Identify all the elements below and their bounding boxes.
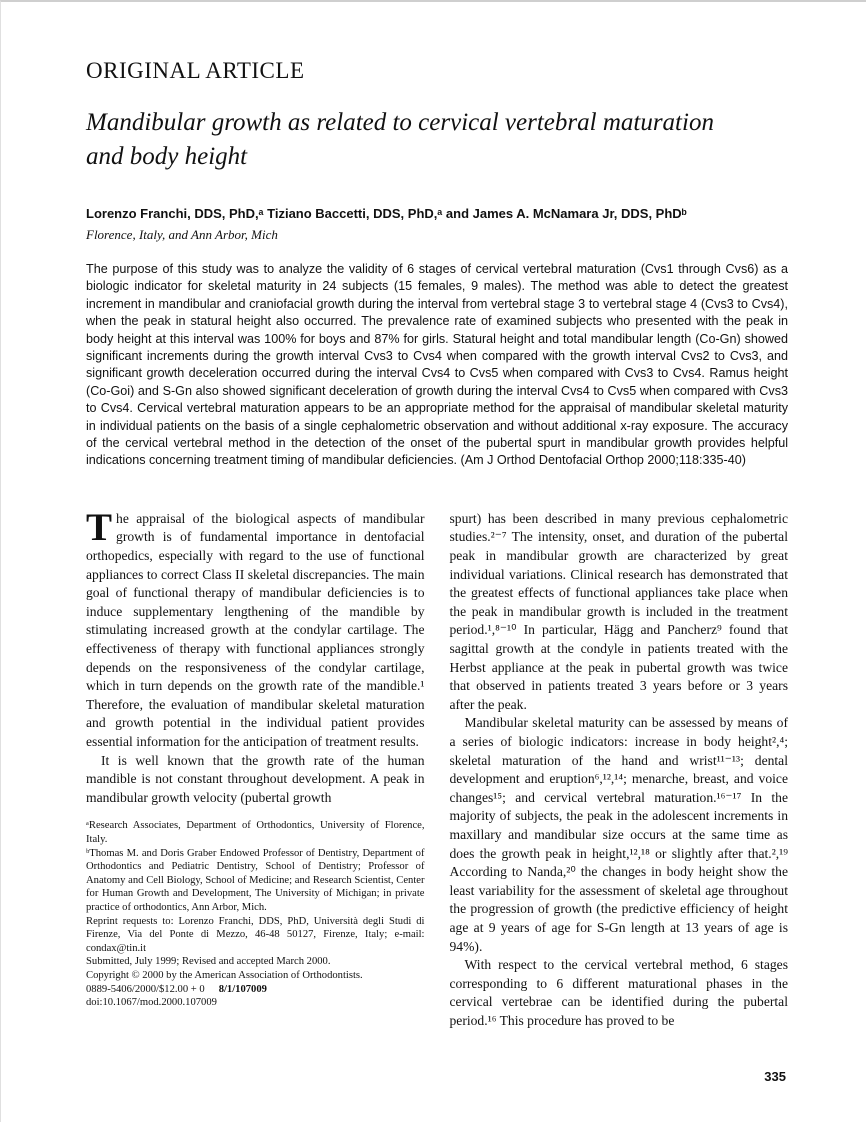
footnote-block	[86, 819, 425, 1009]
left-column	[86, 505, 425, 1031]
footnote-submission-dates: Submitted, July 1999; Revised and accepted March 2000.	[86, 956, 331, 968]
title-line-1: Mandibular growth as related to cervical vertebral maturation	[86, 109, 714, 136]
section-label: ORIGINAL ARTICLE	[86, 58, 305, 83]
right-column	[450, 510, 789, 1031]
footnote-copyright: Copyright © 2000 by the American Association of Orthodontists.	[86, 969, 363, 981]
article-code: 8/1/107009	[218, 983, 267, 995]
body-paragraph: Mandibular skeletal maturity can be assessed by means of a series of biologic indicators: increase in body height²,⁴; skeletal maturation of the hand and wrist¹¹⁻¹³; dental development and eruption⁶,¹²,¹⁴; menarche, breast, and voice changes¹⁵; and cervical vertebral maturation.¹⁶⁻¹⁷ In the majority of subjects, the peak in the adolescent increments in maxillary and mandibular size occurs at the same time as does the growth peak in height,¹²,¹⁸ or slightly after that.²,¹⁹ According to Nanda,²⁰ the changes in body height show the least variability for the assessment of skeletal age throughout the progression of growth (the predictive efficiency of height age at 9 years of age for S-Gn length at 13 years of age is 94%).	[449, 715, 788, 954]
article-title	[86, 106, 788, 174]
footnote-reprint-requests: Reprint requests to: Lorenzo Franchi, DDS, PhD, Università degli Studi di Firenze, Via del Ponte di Mezzo, 46-48 50127, Firenze, Italy; e-mail: condax@tin.it	[86, 915, 425, 954]
body-paragraph: With respect to the cervical vertebral method, 6 stages corresponding to 6 different maturational phases in the cervical vertebrae can be identified during the pubertal period.¹⁶ This procedure has proved to be	[449, 957, 788, 1028]
footnote-doi: doi:10.1067/mod.2000.107009	[86, 997, 217, 1009]
body-paragraph: spurt) has been described in many previous cephalometric studies.²⁻⁷ The intensity, onset, and duration of the pubertal peak in mandibular growth are characterized by great individual variations. Clinical research has demonstrated that the greatest effects of functional appliances take place when the peak in mandibular growth is included in the treatment period.¹,⁸⁻¹⁰ In particular, Hägg and Pancherz⁹ found that sagittal growth at the condyle in patients treated with the Herbst appliance at the peak in pubertal growth was twice that observed in patients treated 3 years before or 3 years after the peak.	[449, 510, 788, 712]
footnote-affiliation-b: ᵇThomas M. and Doris Graber Endowed Professor of Dentistry, Department of Orthodontics and Pediatric Dentistry, School of Dentistry; Professor of Anatomy and Cell Biology, School of Medicine; and Research Scientist, Center for Human Growth and Development, The University of Michigan; in private practice of orthodontics, Ann Arbor, Mich.	[86, 847, 425, 913]
drop-cap: T	[86, 505, 113, 549]
footnote-issn-line	[86, 983, 425, 997]
page-content	[1, 2, 866, 1031]
body-columns	[86, 505, 788, 1031]
page-number: 335	[764, 1069, 786, 1084]
body-paragraph-text: he appraisal of the biological aspects of mandibular growth is of fundamental importance in dentofacial orthopedics, especially with regard to the use of functional appliances to correct Class II skeletal discrepancies. The main goal of functional therapy of mandibular deficiencies is to induce supplementary lengthening of the mandible by stimulating increased growth at the condylar cartilage. The effectiveness of therapy with functional appliances strongly depends on the responsiveness of the condylar cartilage, which in turn depends on the growth rate of the mandible.¹ Therefore, the evaluation of mandibular skeletal maturation and growth potential in the individual patient provides essential information for the anticipation of treatment results.	[86, 510, 425, 749]
authors-line: Lorenzo Franchi, DDS, PhD,ᵃ Tiziano Baccetti, DDS, PhD,ᵃ and James A. McNamara Jr, DDS, PhDᵇ	[86, 206, 687, 221]
title-line-2: and body height	[86, 143, 248, 170]
body-paragraph	[86, 505, 425, 752]
abstract-paragraph: The purpose of this study was to analyze the validity of 6 stages of cervical vertebral maturation (Cvs1 through Cvs6) as a biologic indicator for skeletal maturity in 24 subjects (15 females, 9 males). The method was able to detect the greatest increment in mandibular and craniofacial growth during the interval from vertebral stage 3 to vertebral stage 4 (Cvs3 to Cvs4), when the peak in statural height also occurred. The prevalence rate of examined subjects who presented with the peak in body height at this interval was 100% for boys and 87% for girls. Statural height and total mandibular length (Co-Gn) showed significant increments during the growth interval Cvs3 to Cvs4 when compared with the growth interval Cvs2 to Cvs3, and significant growth deceleration occurred during the interval Cvs4 to Cvs5 when compared with Cvs3 to Cvs4. Ramus height (Co-Goi) and S-Gn also showed significant deceleration of growth during the interval Cvs4 to Cvs5 when compared with Cvs3 to Cvs4. Cervical vertebral maturation appears to be an appropriate method for the appraisal of mandibular skeletal maturity in individual patients on the basis of a single cephalometric observation and without additional x-ray exposure. The accuracy of the cervical vertebral method in the detection of the onset of the pubertal spurt in mandibular growth provides helpful indications concerning treatment timing of mandibular deficiencies. (Am J Orthod Dentofacial Orthop 2000;118:335-40)	[86, 262, 788, 468]
issn-price: 0889-5406/2000/$12.00 + 0	[86, 983, 205, 995]
footnote-affiliation-a: ᵃResearch Associates, Department of Orthodontics, University of Florence, Italy.	[86, 820, 425, 845]
body-paragraph: It is well known that the growth rate of the human mandible is not constant throughout development. A peak in mandibular growth velocity (pubertal growth	[86, 752, 425, 805]
affiliation-line: Florence, Italy, and Ann Arbor, Mich	[86, 227, 278, 242]
